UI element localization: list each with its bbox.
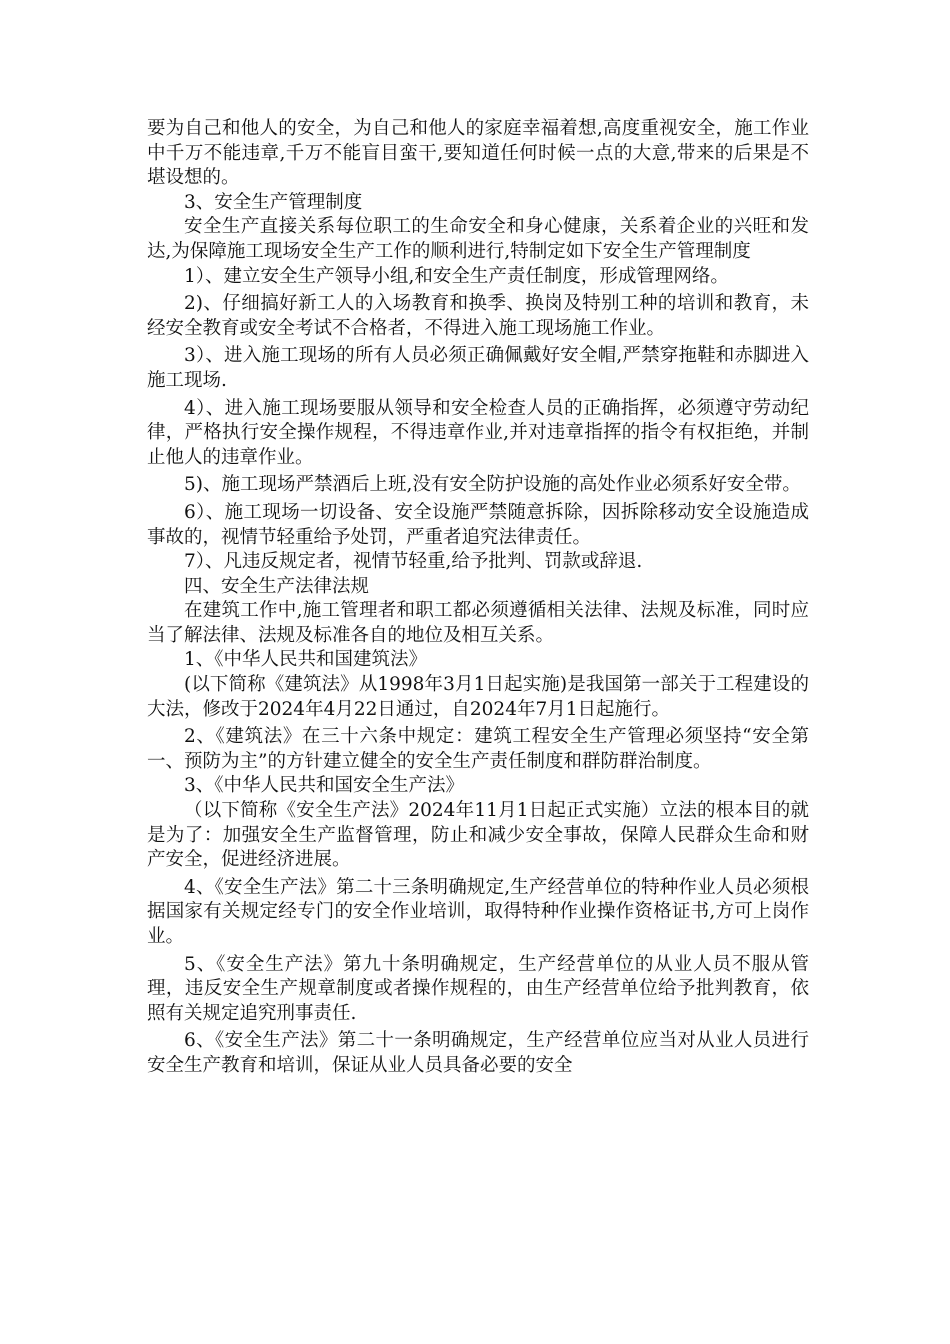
- rule-item-3: 3）、进入施工现场的所有人员必须正确佩戴好安全帽,严禁穿拖鞋和赤脚进入施工现场.: [147, 345, 809, 391]
- rule-item-1: 1）、建立安全生产领导小组,和安全生产责任制度，形成管理网络。: [184, 265, 729, 287]
- law-item-6: 6、《安全生产法》第二十一条明确规定，生产经营单位应当对从业人员进行安全生产教育和培训，保证从业人员具备必要的安全: [147, 1030, 809, 1076]
- section-heading-safety-rules: 3、安全生产管理制度: [184, 191, 363, 213]
- rule-item-4: 4）、进入施工现场要服从领导和安全检查人员的正确指挥，必须遵守劳动纪律，严格执行安全操作规程，不得违章作业,并对违章指挥的指令有权拒绝，并制止他人的违章作业。: [147, 397, 809, 468]
- law-item-5: 5、《安全生产法》第九十条明确规定，生产经营单位的从业人员不服从管理，违反安全生产规章制度或者操作规程的，由生产经营单位给予批判教育，依照有关规定追究刑事责任.: [147, 953, 809, 1024]
- rule-item-6: 6）、施工现场一切设备、安全设施严禁随意拆除，因拆除移动安全设施造成事故的，视情节轻重给予处罚，严重者追究法律责任。: [147, 501, 809, 548]
- paragraph-laws-intro: 在建筑工作中,施工管理者和职工都必须遵循相关法律、法规及标准，同时应当了解法律、法规及标准各自的地位及相互关系。: [147, 600, 809, 646]
- law-item-1-title: 1、《中华人民共和国建筑法》: [184, 649, 428, 671]
- section-heading-laws: 四、安全生产法律法规: [184, 575, 370, 597]
- paragraph-intro-rules: 安全生产直接关系每位职工的生命安全和身心健康，关系着企业的兴旺和发达,为保障施工现场安全生产工作的顺利进行,特制定如下安全生产管理制度: [147, 216, 809, 262]
- rule-item-2: 2)、仔细搞好新工人的入场教育和换季、换岗及特别工种的培训和教育，未经安全教育或安全考试不合格者，不得进入施工现场施工作业。: [147, 293, 809, 339]
- law-item-3-detail: （以下简称《安全生产法》2024年11月1日起正式实施）立法的根本目的就是为了：加强安全生产监督管理，防止和减少安全事故，保障人民群众生命和财产安全，促进经济进展。: [147, 800, 809, 871]
- law-item-1-detail: (以下简称《建筑法》从1998年3月1日起实施)是我国第一部关于工程建设的大法，修改于2024年4月22日通过，自2024年7月1日起施行。: [147, 674, 809, 720]
- rule-item-5: 5)、施工现场严禁酒后上班,没有安全防护设施的高处作业必须系好安全带。: [184, 474, 801, 496]
- paragraph-continuation: 要为自己和他人的安全，为自己和他人的家庭幸福着想,高度重视安全，施工作业中千万不能违章,千万不能盲目蛮干,要知道任何时候一点的大意,带来的后果是不堪设想的。: [147, 118, 809, 189]
- document-body: [147, 117, 809, 1079]
- rule-item-7: 7）、凡违反规定者，视情节轻重,给予批判、罚款或辞退.: [184, 551, 643, 573]
- law-item-3-title: 3、《中华人民共和国安全生产法》: [184, 775, 465, 797]
- law-item-2: 2、《建筑法》在三十六条中规定：建筑工程安全生产管理必须坚持“安全第一、预防为主”的方针建立健全的安全生产责任制度和群防群治制度。: [147, 726, 809, 772]
- law-item-4: 4、《安全生产法》第二十三条明确规定,生产经营单位的特种作业人员必须根据国家有关规定经专门的安全作业培训，取得特种作业操作资格证书,方可上岗作业。: [147, 876, 809, 947]
